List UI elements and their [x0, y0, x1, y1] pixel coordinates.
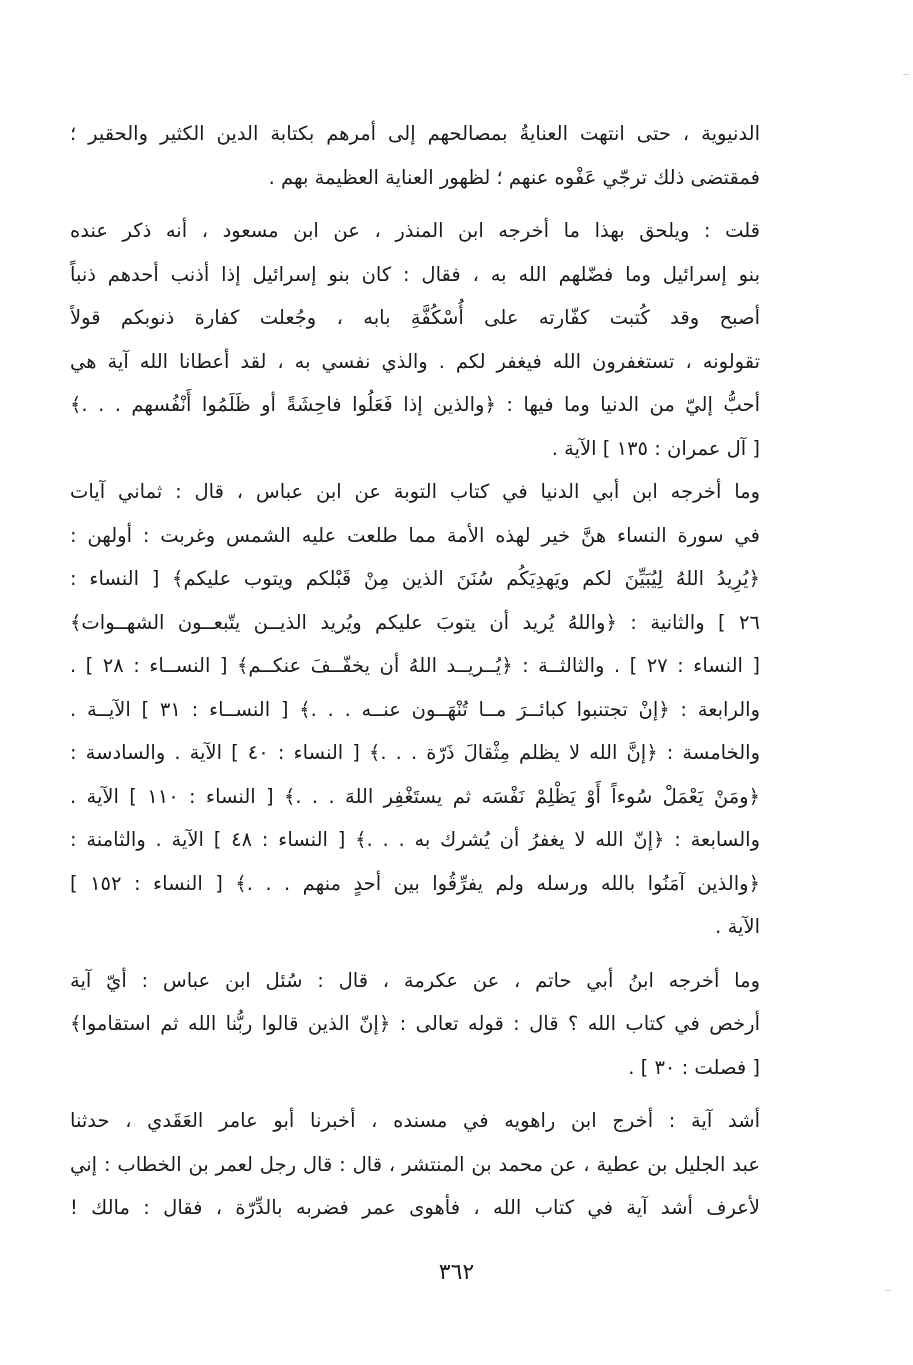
- text-line: والرابعة : ﴿إنْ تجتنبوا كبائــرَ مــا تُنْهَــون عنــه . . .﴾ [ النســاء : ٣١ ] الآيــة .: [70, 697, 760, 721]
- text-line: ٢٦ ] والثانية : ﴿واللهُ يُريد أن يتوبَ عليكم ويُريد الذيــن يتّبعــون الشهــوات﴾: [70, 610, 760, 634]
- text-line: عبد الجليل بن عطية ، عن محمد بن المنتشر ، قال : قال رجل لعمر بن الخطاب : إني: [70, 1152, 760, 1176]
- text-line: لأعرف أشد آية في كتاب الله ، فأهوى عمر فضربه بالدِّرّة ، فقال : مالك !: [70, 1196, 760, 1219]
- text-line: الآية .: [715, 915, 760, 938]
- scan-mark: [903, 74, 909, 75]
- text-line: قلت : ويلحق بهذا ما أخرجه ابن المنذر ، عن ابن مسعود ، أنه ذكر عنده: [70, 219, 760, 242]
- text-line: فمقتضى ذلك ترجّي عَفْوه عنهم ؛ لظهور العناية العظيمة بهم .: [268, 165, 760, 189]
- text-line: والخامسة : ﴿إنَّ الله لا يظلم مِثْقالَ ذَرّة . . .﴾ [ النساء : ٤٠ ] الآية . والسادسة :: [70, 741, 760, 764]
- paragraph-1: [70, 112, 760, 199]
- page-number: ٣٦٢: [438, 1260, 475, 1285]
- text-line: وما أخرجه ابن أبي الدنيا في كتاب التوبة عن ابن عباس ، قال : ثماني آيات: [70, 480, 760, 503]
- text-line: [ آل عمران : ١٣٥ ] الآية .: [551, 436, 760, 460]
- text-line: أحبُّ إليّ من الدنيا وما فيها : ﴿والذين إذا فَعَلُوا فاحِشَةً أو ظَلَمُوا أَنْفُسهم . . .﴾: [70, 393, 760, 416]
- scan-mark: [885, 1290, 891, 1291]
- page-body: [70, 112, 760, 1230]
- text-line: الدنيوية ، حتى انتهت العنايةُ بمصالحهم إلى أمرهم بكتابة الدين الكثير والحقير ؛: [70, 122, 760, 145]
- text-line: تقولونه ، تستغفرون الله فيغفر لكم . والذي نفسي به ، لقد أعطانا الله آية هي: [70, 349, 760, 373]
- paragraph-3: [70, 470, 760, 949]
- text-line: ﴿يُرِيدُ اللهُ لِيُبَيِّنَ لكم ويَهدِيَكُم سُنَنَ الذين مِنْ قَبْلكم ويتوب عليكم﴾ [ النساء :: [70, 567, 760, 590]
- text-line: أشد آية : أخرج ابن راهويه في مسنده ، أخبرنا أبو عامر العَقَدي ، حدثنا: [70, 1109, 760, 1132]
- text-line: في سورة النساء هنَّ خير لهذه الأمة مما طلعت عليه الشمس وغربت : أولهن :: [70, 523, 760, 547]
- paragraph-4: [70, 959, 760, 1090]
- text-line: أرخص في كتاب الله ؟ قال : قوله تعالى : ﴿إنّ الذين قالوا ربُّنا الله ثم استقاموا﴾: [70, 1012, 760, 1035]
- paragraph-2: [70, 209, 760, 470]
- text-line: والسابعة : ﴿إنّ الله لا يغفرُ أن يُشرك به . . .﴾ [ النساء : ٤٨ ] الآية . والثامنة :: [70, 828, 760, 851]
- text-line: [ فصلت : ٣٠ ] .: [628, 1055, 760, 1079]
- text-line: أصبح وقد كُتبت كفّارته على أُسْكُفَّةِ بابه ، وجُعلت كفارة ذنوبكم قولاً: [70, 306, 760, 329]
- text-line: ﴿والذين آمَنُوا بالله ورسله ولم يفرِّقُوا بين أحدٍ منهم . . .﴾ [ النساء : ١٥٢ ]: [70, 871, 760, 895]
- text-line: بنو إسرائيل وما فضّلهم الله به ، فقال : كان بنو إسرائيل إذا أذنب أحدهم ذنباً: [70, 262, 760, 286]
- paragraph-5: [70, 1099, 760, 1230]
- text-line: [ النساء : ٢٧ ] . والثالثــة : ﴿يُــريــد اللهُ أن يخفّــفَ عنكــم﴾ [ النســاء : ٢٨ ] .: [70, 654, 760, 677]
- text-line: وما أخرجه ابنُ أبي حاتم ، عن عكرمة ، قال : سُئل ابن عباس : أيّ آية: [70, 968, 760, 992]
- text-line: ﴿ومَنْ يَعْمَلْ سُوءاً أَوْ يَظْلِمْ نَفْسَه ثم يستَغْفِر اللهَ . . .﴾ [ النساء : ١١٠ ] الآية .: [70, 784, 760, 808]
